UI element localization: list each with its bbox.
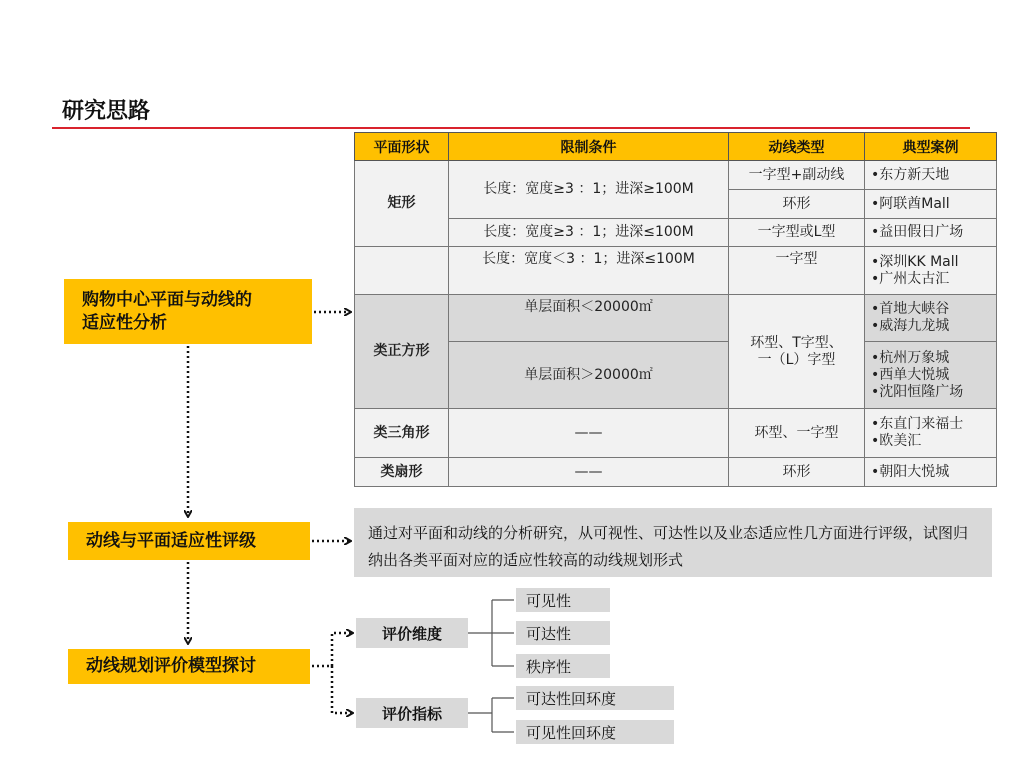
shape-triangle: 类三角形 bbox=[355, 409, 449, 458]
indicator-item: 可达性回环度 bbox=[516, 686, 674, 710]
dimension-item: 秩序性 bbox=[516, 654, 610, 678]
cell-case: •朝阳大悦城 bbox=[865, 458, 997, 487]
cell-flow: 一字型+副动线 bbox=[729, 161, 865, 190]
indicator-item: 可见性回环度 bbox=[516, 720, 674, 744]
page-title: 研究思路 bbox=[62, 99, 151, 124]
evaluation-dimension-label: 评价维度 bbox=[356, 618, 468, 648]
arrow-to-indicator bbox=[332, 666, 352, 713]
cell-condition: —— bbox=[449, 409, 729, 458]
cell-condition: 长度：宽度≥3 ：1；进深≥100M bbox=[449, 161, 729, 219]
dimension-item: 可达性 bbox=[516, 621, 610, 645]
shape-fan: 类扇形 bbox=[355, 458, 449, 487]
cell-flow: 一字型 bbox=[729, 247, 865, 295]
cell-condition: 长度：宽度≥3 ：1；进深≤100M bbox=[449, 219, 729, 247]
evaluation-indicator-label: 评价指标 bbox=[356, 698, 468, 728]
cell-flow: 一字型或L型 bbox=[729, 219, 865, 247]
header-typical-case: 典型案例 bbox=[865, 133, 997, 161]
cell-condition: 单层面积＞20000㎡ bbox=[449, 342, 729, 409]
dimension-bracket bbox=[468, 600, 514, 666]
dimension-item: 可见性 bbox=[516, 588, 610, 612]
rating-description: 通过对平面和动线的分析研究，从可视性、可达性以及业态适应性几方面进行评级，试图归纳出各类平面对应的适应性较高的动线规划形式 bbox=[354, 508, 992, 577]
cell-case: •杭州万象城 •西单大悦城 •沈阳恒隆广场 bbox=[865, 342, 997, 409]
cell-condition: 长度：宽度＜3 ：1；进深≤100M bbox=[449, 247, 729, 295]
cell-case: •首地大峡谷 •威海九龙城 bbox=[865, 295, 997, 342]
cell-case: •阿联酋Mall bbox=[865, 190, 997, 219]
header-shape: 平面形状 bbox=[355, 133, 449, 161]
arrow-to-dimension bbox=[332, 633, 352, 666]
cell-condition: —— bbox=[449, 458, 729, 487]
cell-case: •东方新天地 bbox=[865, 161, 997, 190]
step-plan-flow-analysis: 购物中心平面与动线的 适应性分析 bbox=[64, 279, 312, 344]
cell-condition: 单层面积＜20000㎡ bbox=[449, 295, 729, 342]
header-flow-type: 动线类型 bbox=[729, 133, 865, 161]
indicator-bracket bbox=[468, 698, 514, 732]
shape-rect: 矩形 bbox=[355, 161, 449, 247]
cell-case: •深圳KK Mall •广州太古汇 bbox=[865, 247, 997, 295]
shape-square: 类正方形 bbox=[355, 295, 449, 409]
cell-case: •东直门来福士 •欧美汇 bbox=[865, 409, 997, 458]
cell-flow: 环形 bbox=[729, 190, 865, 219]
header-condition: 限制条件 bbox=[449, 133, 729, 161]
step-flow-rating: 动线与平面适应性评级 bbox=[68, 522, 310, 560]
step-evaluation-model: 动线规划评价模型探讨 bbox=[68, 649, 310, 684]
cell-case: •益田假日广场 bbox=[865, 219, 997, 247]
cell-flow: 环型、T字型、 一（L）字型 bbox=[729, 295, 865, 409]
cell-flow: 环型、一字型 bbox=[729, 409, 865, 458]
cell-flow: 环形 bbox=[729, 458, 865, 487]
